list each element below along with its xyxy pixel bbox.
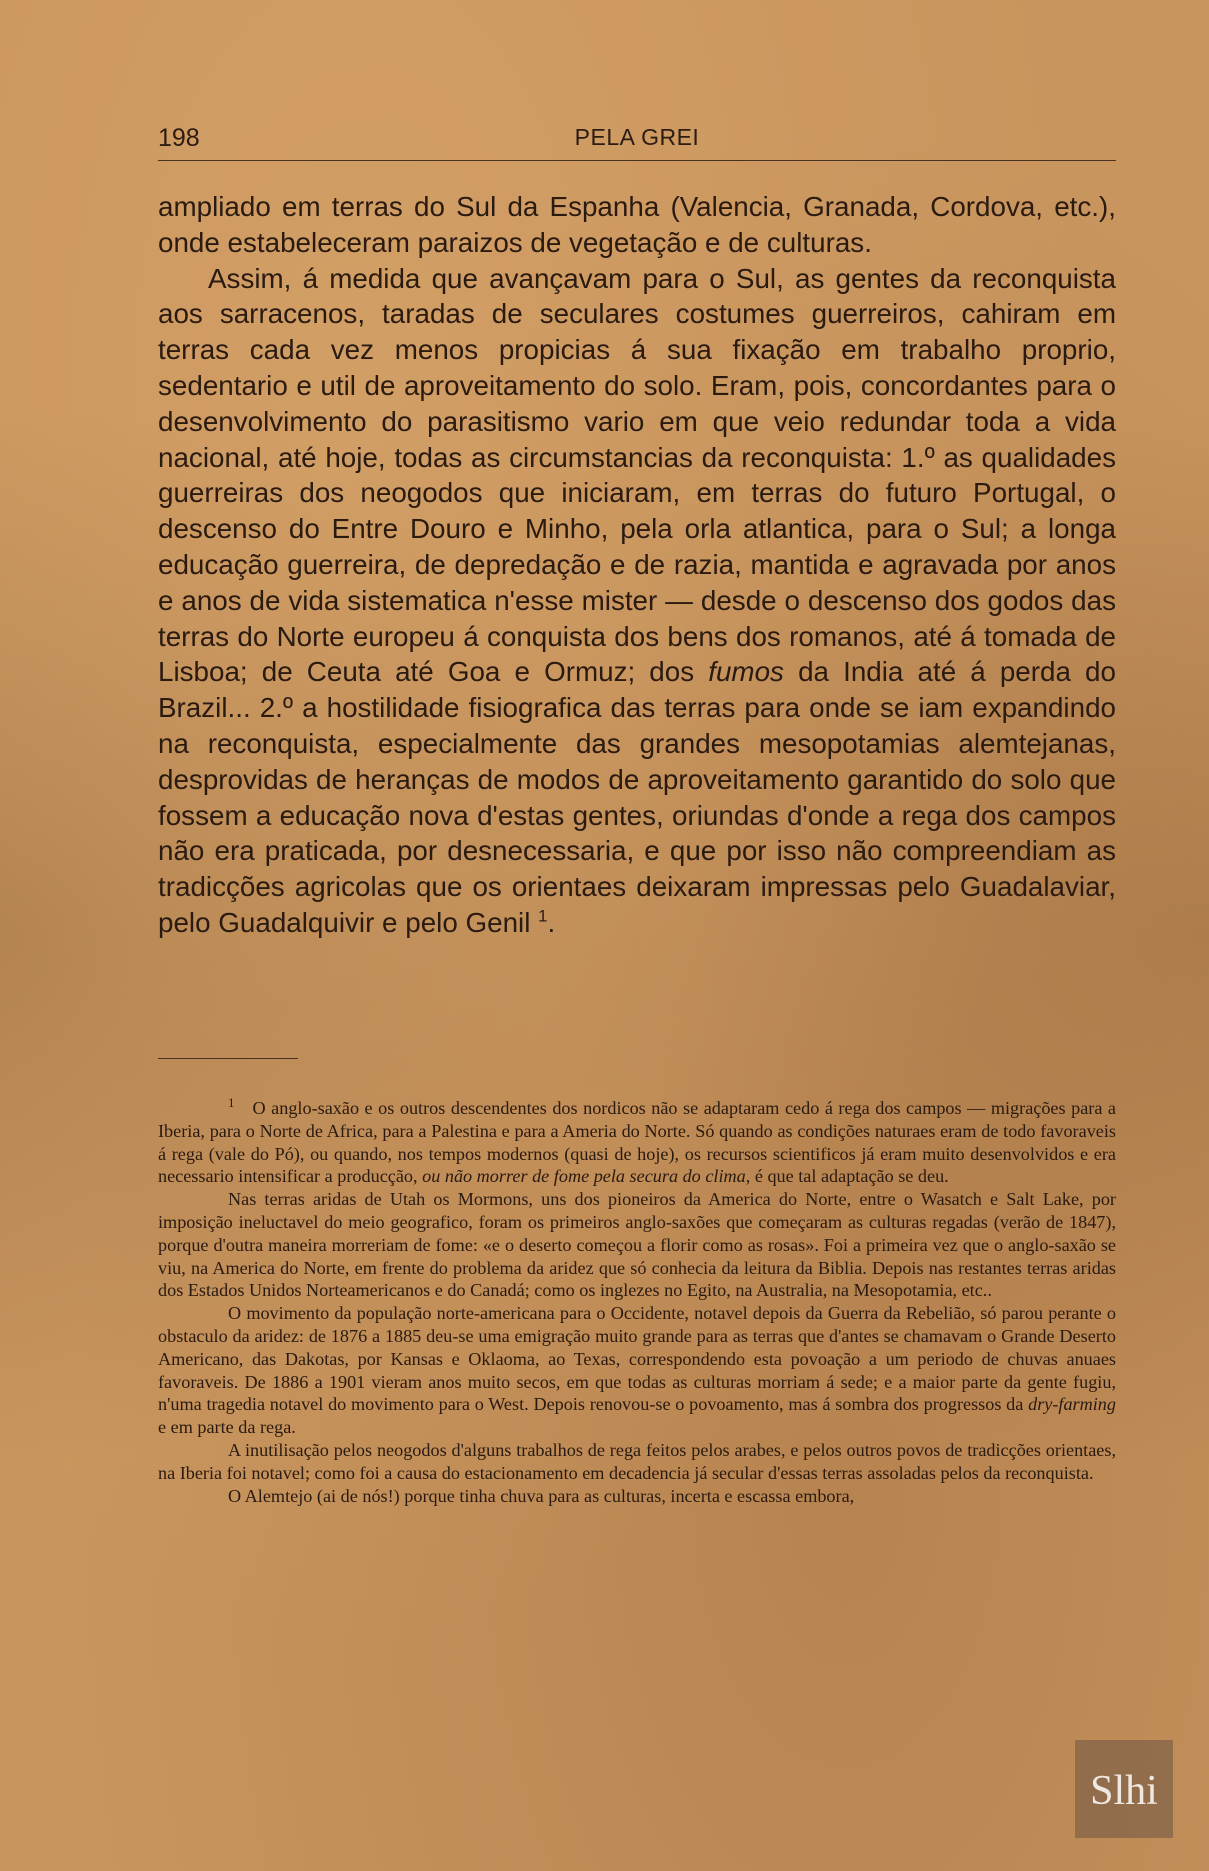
footnote-paragraph-4: A inutilisação pelos neogodos d'alguns trabalhos de rega feitos pelos arabes, e pelos outros povos de tradicções orientaes, na Iberia foi notavel; como foi a causa do estacionamento em decadencia já secular d'essas terras assoladas pelos da reconquista.	[158, 1440, 1116, 1483]
footnote-divider	[158, 1058, 298, 1059]
svg-text:Slhi: Slhi	[1090, 1768, 1158, 1814]
footnote-reference: 1	[538, 906, 548, 926]
main-paragraph-1: ampliado em terras do Sul da Espanha (Valencia, Granada, Cordova, etc.), onde estabeleceram paraizos de vegetação e de culturas.	[158, 191, 1116, 258]
italic-term: fumos	[708, 656, 784, 688]
page-header	[158, 120, 1116, 161]
page-number: 198	[158, 124, 200, 152]
running-title: PELA GREI	[574, 124, 700, 150]
footnote-marker: 1	[228, 1095, 235, 1110]
library-logo	[1075, 1740, 1173, 1838]
footnote-paragraph-3: O movimento da população norte-americana para o Occidente, notavel depois da Guerra da Rebelião, só parou perante o obstaculo da aridez: de 1876 a 1885 deu-se uma emigração muito grande para as terras que d'antes se chamavam o Grande Deserto Americano, das Dakotas, por Kansas e Oklaoma, ao Texas, correspondendo esta povoação a um periodo de chuvas anuaes favoraveis. De 1886 a 1901 vieram anos muito secos, em que todas as culturas morriam á sede; e a maior parte da gente fugiu, n'uma tragedia notavel do movimento para o West. Depois renovou-se o povoamento, mas á sombra dos progressos da dry-farming e em parte da rega.	[158, 1303, 1116, 1438]
footnote-1: $^1$ O anglo-saxão e os outros descendentes dos nordicos não se adaptaram cedo á rega dos campos — migrações para a Iberia, para o Norte de Africa, para a Palestina e para a Ameria do Norte. Só quando as condições naturaes eram de todo favoraveis á rega (vale do Pó), ou quando, nos tempos modernos (quasi de hoje), os recursos scientificos já eram muito desenvolvidos e era necessario intensificar a producção, ou não morrer de fome pela secura do clima, é que tal adaptação se deu.	[158, 1095, 1116, 1187]
logo-mark-icon	[1075, 1740, 1173, 1838]
footnote-paragraph-2: Nas terras aridas de Utah os Mormons, uns dos pioneiros da America do Norte, entre o Wasatch e Salt Lake, por imposição ineluctavel do meio geografico, foram os primeiros anglo-saxões que começaram as culturas regadas (verão de 1847), porque d'outra maneira morreriam de fome: «e o deserto começou a florir como as rosas». Foi a primeira vez que o anglo-saxão se viu, na America do Norte, em frente do problema da aridez que só conhecia da leitura da Biblia. Depois nas restantes terras aridas dos Estados Unidos Norteamericanos e do Canadá; como os inglezes no Egito, na Australia, na Mesopotamia, etc..	[158, 1189, 1116, 1301]
main-text	[158, 189, 1116, 941]
footnote-paragraph-5: O Alemtejo (ai de nós!) porque tinha chuva para as culturas, incerta e escassa embora,	[228, 1485, 855, 1506]
footnotes	[158, 1092, 1116, 1507]
main-paragraph-2: Assim, á medida que avançavam para o Sul, as gentes da reconquista aos sarracenos, taradas de seculares costumes guerreiros, cahiram em terras cada vez menos propicias á sua fixação em trabalho proprio, sedentario e util de aproveitamento do solo. Eram, pois, concordantes para o desenvolvimento do parasitismo vario em que veio redundar toda a vida nacional, até hoje, todas as circumstancias da reconquista: 1.º as qualidades guerreiras dos neogodos que iniciaram, em terras do futuro Portugal, o descenso do Entre Douro e Minho, pela orla atlantica, para o Sul; a longa educação guerreira, de depredação e de razia, mantida e agravada por anos e anos de vida sistematica n'esse mister — desde o descenso dos godos das terras do Norte europeu á conquista dos bens dos romanos, até á tomada de Lisboa; de Ceuta até Goa e Ormuz; dos fumos da India até á perda do Brazil... 2.º a hostilidade fisiografica das terras para onde se iam expandindo na reconquista, especialmente das grandes mesopotamias alemtejanas, desprovidas de heranças de modos de aproveitamento garantido do solo que fossem a educação nova d'estas gentes, oriundas d'onde a rega dos campos não era praticada, por desnecessaria, e que por isso não compreendiam as tradicções agricolas que os orientaes deixaram impressas pelo Guadalaviar, pelo Guadalquivir e pelo Genil $^1$.	[158, 262, 1116, 938]
